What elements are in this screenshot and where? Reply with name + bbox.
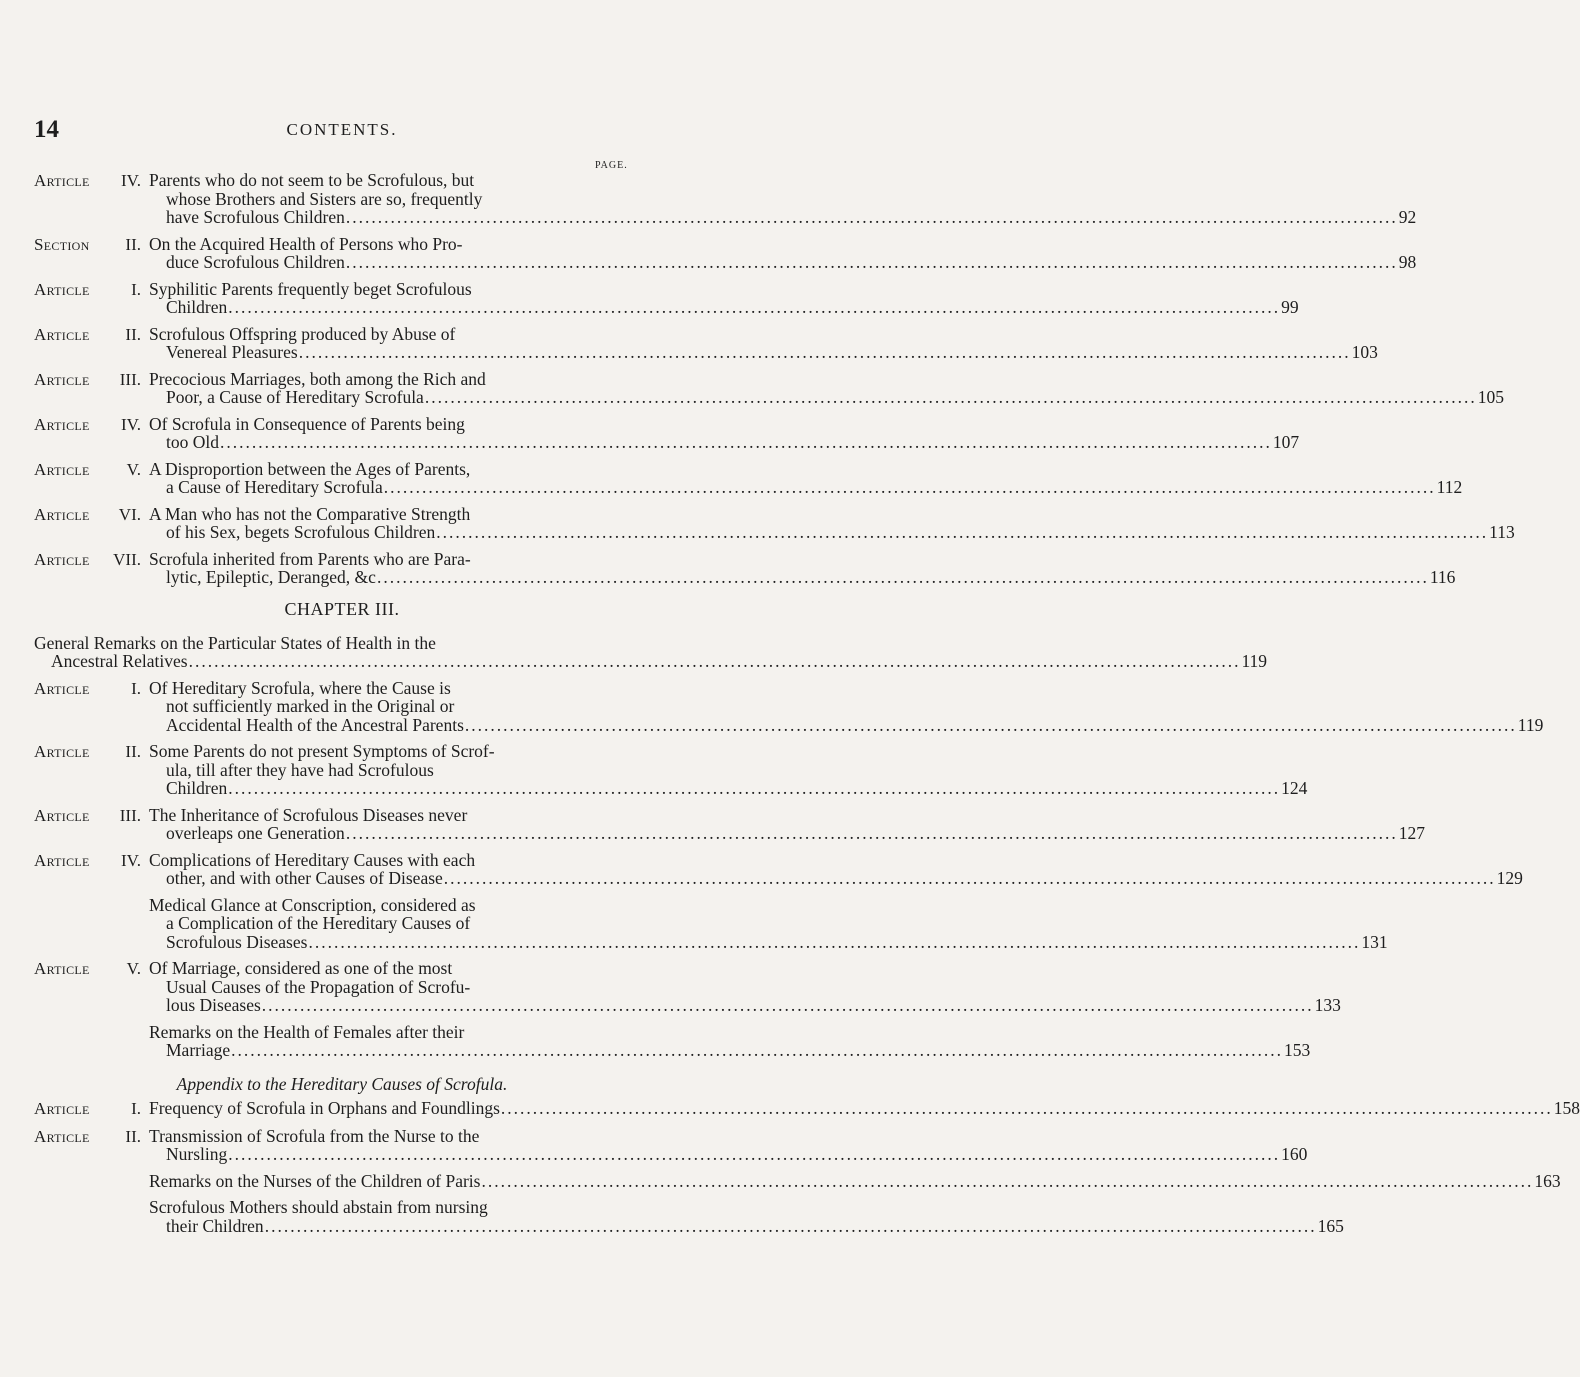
toc-entry <box>34 458 1463 497</box>
toc-page-number: 98 <box>1398 252 1417 272</box>
toc-entry-kind: Article <box>34 959 90 978</box>
toc-line: Precocious Marriages, both among the Rich and <box>149 368 486 389</box>
toc-entry-numeral: IV. <box>121 850 141 870</box>
dot-leader <box>262 996 1314 1015</box>
toc-line-last <box>149 869 1523 888</box>
toc-entry-kind: Article <box>34 1126 90 1146</box>
toc-page-number: 129 <box>1496 868 1523 888</box>
toc-entry <box>34 170 1417 227</box>
toc-entry-text <box>149 550 1455 587</box>
toc-entry-text <box>149 370 1504 407</box>
toc-line-text: Children <box>166 297 228 317</box>
dot-leader <box>501 1099 1553 1118</box>
dot-leader <box>220 433 1272 452</box>
page-title: CONTENTS. <box>286 120 398 139</box>
toc-entry-text <box>149 806 1425 843</box>
page-header <box>34 116 650 146</box>
toc-line-text: Venereal Pleasures <box>166 342 298 362</box>
toc-line-text: other, and with other Causes of Disease <box>166 868 443 888</box>
toc-line-text: Poor, a Cause of Hereditary Scrofula <box>166 387 424 407</box>
toc-line-text: lytic, Epileptic, Deranged, &c <box>166 567 376 587</box>
toc-line-last <box>149 568 1455 587</box>
toc-line-last <box>149 1099 1580 1118</box>
toc-entry-text <box>149 1198 1344 1235</box>
toc-line-text: have Scrofulous Children <box>166 207 345 227</box>
dot-leader <box>308 933 1360 952</box>
toc-page-number: 103 <box>1351 342 1378 362</box>
toc-line-text: Accidental Health of the Ancestral Parents <box>166 714 464 735</box>
toc-entry-text <box>149 679 1543 735</box>
chapter-heading: CHAPTER III. <box>284 598 400 619</box>
toc-entry <box>34 323 1378 362</box>
toc-line: a Complication of the Hereditary Causes of <box>166 913 471 933</box>
appendix-heading: Appendix to the Hereditary Causes of Scrofula. <box>176 1073 508 1094</box>
toc-entry-label <box>34 896 149 952</box>
toc-page-number: 160 <box>1281 1144 1308 1164</box>
toc-line: General Remarks on the Particular States of Health in the <box>34 632 436 653</box>
toc-line-last <box>149 208 1416 227</box>
toc-entry-kind: Article <box>34 742 90 761</box>
toc-page-number: 99 <box>1281 297 1299 317</box>
toc-entry-numeral: II. <box>125 234 141 254</box>
toc-entry-text <box>149 460 1462 497</box>
toc-page-number: 131 <box>1361 931 1388 952</box>
toc-entry <box>34 1125 1308 1164</box>
toc-page-number: 127 <box>1398 823 1425 843</box>
toc-entry <box>34 958 1341 1015</box>
toc-entry-text <box>149 325 1378 362</box>
toc-entry-text <box>149 1023 1310 1060</box>
toc-entry-label <box>34 1198 149 1235</box>
toc-line: Scrofulous Mothers should abstain from nursing <box>149 1197 488 1217</box>
toc-group-appendix <box>34 1097 1580 1236</box>
toc-entry-kind: Article <box>34 324 90 344</box>
toc-line-last <box>149 824 1425 843</box>
toc-entry-kind: Article <box>34 414 90 434</box>
toc-entry-numeral: III. <box>119 369 141 389</box>
toc-entry-label <box>34 280 149 317</box>
toc-entry-kind: Article <box>34 549 90 569</box>
toc-page-number: 107 <box>1272 432 1300 452</box>
toc-line-text: lous Diseases <box>166 995 261 1015</box>
toc-entry-label <box>34 505 149 542</box>
toc-entry-numeral: I. <box>131 678 141 698</box>
dot-leader <box>231 1041 1283 1060</box>
toc-line: Some Parents do not present Symptoms of Scrof- <box>149 741 495 761</box>
toc-page-number: 163 <box>1534 1170 1561 1191</box>
toc-line-last <box>149 478 1462 497</box>
toc-page-number: 119 <box>1241 651 1268 671</box>
toc-entry <box>34 894 1388 952</box>
toc-entry-numeral: II. <box>125 324 141 344</box>
toc-entry-text <box>149 1172 1561 1191</box>
toc-line: On the Acquired Health of Persons who Pro- <box>149 233 463 254</box>
toc-line-last <box>149 343 1378 362</box>
toc-line-text: their Children <box>166 1215 264 1236</box>
dot-leader <box>189 652 1241 671</box>
toc-line-last <box>149 996 1341 1015</box>
dot-leader <box>299 343 1351 362</box>
toc-entry-numeral: V. <box>126 959 141 978</box>
toc-entry <box>34 849 1523 888</box>
dot-leader <box>444 869 1496 888</box>
toc-entry-numeral: III. <box>119 805 141 825</box>
toc-entry-general <box>34 632 1268 671</box>
toc-entry-numeral: V. <box>126 459 141 479</box>
toc-line-last <box>149 1145 1307 1164</box>
toc-line-last <box>34 652 1267 671</box>
toc-page-number: 119 <box>1517 714 1544 735</box>
toc-entry-label <box>34 1023 149 1060</box>
toc-entry-kind: Article <box>34 459 90 479</box>
toc-entry-label <box>34 742 149 798</box>
toc-line: not sufficiently marked in the Original or <box>166 696 455 716</box>
toc-entry-kind: Article <box>34 171 90 190</box>
toc-entry-label <box>34 415 149 452</box>
toc-line-text: Frequency of Scrofula in Orphans and Foundlings <box>149 1097 500 1118</box>
toc-line: Medical Glance at Conscription, considered as <box>149 894 476 915</box>
toc-line: Remarks on the Health of Females after their <box>149 1021 465 1042</box>
toc-entry-text <box>149 896 1388 952</box>
toc-line-text: a Cause of Hereditary Scrofula <box>166 477 383 497</box>
toc-line: Complications of Hereditary Causes with each <box>149 849 476 870</box>
toc-line: Scrofulous Offspring produced by Abuse of <box>149 323 456 344</box>
toc-line: Of Hereditary Scrofula, where the Cause is <box>149 677 451 698</box>
toc-line: ula, till after they have had Scrofulous <box>166 759 434 780</box>
toc-entry-text <box>149 171 1416 227</box>
toc-entry-numeral: IV. <box>121 171 141 190</box>
toc-line-last <box>149 433 1299 452</box>
toc-entry-text <box>149 505 1515 542</box>
toc-entry <box>34 548 1456 587</box>
toc-line-last <box>149 933 1388 952</box>
toc-entry-label <box>34 460 149 497</box>
toc-entry-text <box>149 415 1299 452</box>
toc-entry <box>34 368 1504 407</box>
toc-entry-text <box>149 1099 1580 1119</box>
toc-entry-numeral: II. <box>125 742 141 761</box>
page-number: 14 <box>34 116 59 143</box>
toc-line-text: too Old <box>166 432 219 452</box>
toc-entry-kind: Article <box>34 805 90 825</box>
toc-page-number: 113 <box>1489 522 1515 542</box>
toc-entry <box>34 233 1417 272</box>
toc-line: Parents who do not seem to be Scrofulous, but <box>149 170 475 190</box>
toc-page-number: 165 <box>1317 1215 1344 1236</box>
toc-entry-numeral: IV. <box>121 414 141 434</box>
toc-entry-kind: Article <box>34 504 90 524</box>
toc-entry-kind: Article <box>34 369 90 389</box>
toc-entry <box>34 1097 1580 1119</box>
toc-page-number: 112 <box>1436 477 1463 497</box>
toc-entry-text <box>149 280 1299 317</box>
toc-entry-label <box>34 550 149 587</box>
toc-line-text: of his Sex, begets Scrofulous Children <box>166 522 436 542</box>
toc-entry-label <box>34 1099 149 1119</box>
toc-entry <box>34 413 1300 452</box>
toc-line: Usual Causes of the Propagation of Scrofu- <box>166 976 471 997</box>
toc-entry-numeral: VI. <box>118 504 141 524</box>
dot-leader <box>228 779 1280 798</box>
toc-line: Scrofula inherited from Parents who are Para- <box>149 548 471 569</box>
toc-entry-kind: Article <box>34 1098 90 1118</box>
toc-line-text: Scrofulous Diseases <box>166 931 308 952</box>
toc-line-last <box>149 1041 1310 1060</box>
toc-entry-text <box>149 851 1523 888</box>
toc-entry-kind: Article <box>34 678 90 698</box>
toc-page-number: 158 <box>1553 1097 1580 1118</box>
toc-entry-label <box>34 370 149 407</box>
toc-line: Of Marriage, considered as one of the most <box>149 958 453 978</box>
toc-line-text: overleaps one Generation <box>166 823 345 843</box>
toc-entry-label <box>34 235 149 272</box>
toc-entry <box>34 677 1544 735</box>
toc-page-number: 124 <box>1281 778 1308 798</box>
toc-page-number: 133 <box>1314 995 1341 1015</box>
toc-entry-numeral: VII. <box>113 549 141 569</box>
toc-line-text: duce Scrofulous Children <box>166 252 345 272</box>
toc-line-last <box>149 523 1515 542</box>
toc-entry-label <box>34 171 149 227</box>
dot-leader <box>425 388 1477 407</box>
toc-line-text: Marriage <box>166 1040 231 1060</box>
toc-line: The Inheritance of Scrofulous Diseases never <box>149 804 468 825</box>
dot-leader <box>346 208 1398 227</box>
toc-line-text: Nursling <box>166 1144 228 1164</box>
toc-entry-label <box>34 959 149 1015</box>
toc-line-last <box>149 1217 1344 1236</box>
toc-line-text: Ancestral Relatives <box>51 651 188 671</box>
toc-line: A Man who has not the Comparative Strength <box>149 503 471 524</box>
toc-entry <box>34 1170 1561 1191</box>
dot-leader <box>228 298 1280 317</box>
toc-group-chapter-two <box>34 170 1515 587</box>
page-column-label: PAGE. <box>595 160 628 171</box>
toc-line: A Disproportion between the Ages of Parents, <box>149 458 471 479</box>
toc-entry <box>34 1197 1344 1236</box>
toc-line-text: Children <box>166 778 228 798</box>
dot-leader <box>465 716 1517 735</box>
toc-line-last <box>149 716 1543 735</box>
toc-line: Of Scrofula in Consequence of Parents being <box>149 413 465 434</box>
toc-entry-label <box>34 851 149 888</box>
toc-entry <box>34 741 1308 798</box>
toc-entry-numeral: I. <box>131 1098 141 1118</box>
toc-entry-kind: Article <box>34 279 90 299</box>
dot-leader <box>346 253 1398 272</box>
table-of-contents <box>34 170 1580 1243</box>
toc-entry-kind: Article <box>34 850 90 870</box>
toc-entry-label <box>34 806 149 843</box>
toc-entry-numeral: II. <box>125 1126 141 1146</box>
toc-entry-text <box>149 1127 1307 1164</box>
toc-line: Transmission of Scrofula from the Nurse to the <box>149 1125 480 1146</box>
toc-entry-text <box>149 959 1341 1015</box>
toc-line-last <box>149 1172 1561 1191</box>
toc-page-number: 92 <box>1398 207 1417 227</box>
toc-line-last <box>149 388 1504 407</box>
toc-line: whose Brothers and Sisters are so, frequently <box>166 188 483 209</box>
toc-line-text: Remarks on the Nurses of the Children of Paris <box>149 1170 481 1191</box>
toc-line-last <box>149 253 1416 272</box>
toc-page-number: 116 <box>1429 567 1456 587</box>
toc-page-number: 153 <box>1284 1040 1311 1060</box>
toc-entry-label <box>34 679 149 735</box>
toc-entry <box>34 278 1299 317</box>
toc-entry <box>34 503 1515 542</box>
toc-entry-label <box>34 325 149 362</box>
toc-entry-label <box>34 1127 149 1164</box>
toc-entry-text <box>149 742 1307 798</box>
dot-leader <box>481 1172 1533 1191</box>
toc-line: Syphilitic Parents frequently beget Scrofulous <box>149 278 472 299</box>
toc-entry-text <box>34 634 1267 671</box>
toc-entry-numeral: I. <box>131 279 141 299</box>
toc-entry-label <box>34 1172 149 1191</box>
toc-entry-kind: Section <box>34 234 90 254</box>
dot-leader <box>228 1145 1280 1164</box>
toc-entry <box>34 804 1425 843</box>
toc-page-number: 105 <box>1477 387 1504 407</box>
dot-leader <box>377 568 1429 587</box>
toc-entry-text <box>149 235 1416 272</box>
dot-leader <box>346 824 1398 843</box>
dot-leader <box>436 523 1488 542</box>
dot-leader <box>384 478 1436 497</box>
toc-group-chapter-three <box>34 677 1544 1060</box>
toc-line-last <box>149 779 1307 798</box>
toc-entry <box>34 1021 1311 1060</box>
dot-leader <box>265 1217 1317 1236</box>
toc-line-last <box>149 298 1299 317</box>
